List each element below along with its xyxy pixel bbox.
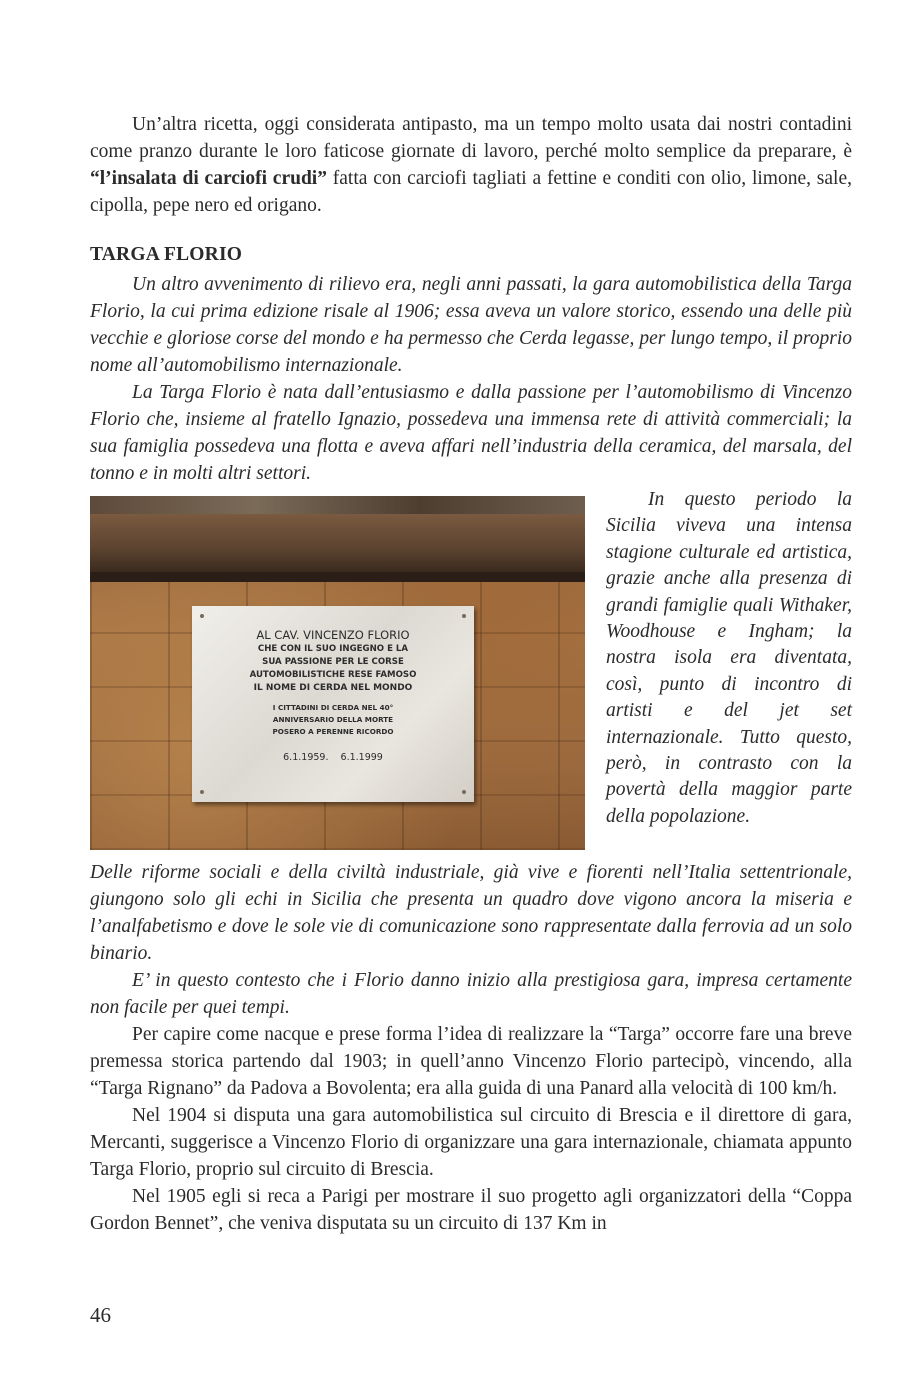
body-paragraph: Nel 1905 egli si reca a Parigi per mostrare il suo progetto agli organizzatori della “Coppa Gordon Bennet”, che veniva disputata su un circuito di 137 Km in: [90, 1186, 852, 1234]
italic-paragraph: Un altro avvenimento di rilievo era, negli anni passati, la gara automobilistica della Targa Florio, la cui prima edizione risale al 1906; essa aveva un valore storico, essendo una delle più vecchie e gloriose corse del mondo e ha permesso che Cerda legasse, per lungo tempo, il proprio nome all’automobilismo internazionale.: [90, 274, 852, 376]
plaque-line: AUTOMOBILISTICHE RESE FAMOSO: [249, 670, 417, 680]
side-column-text: In questo periodo la Sicilia viveva una intensa stagione culturale ed artistica, grazie anche alla presenza di grandi famiglie quali Withaker, Woodhouse e Ingham; la nostra isola era diventata, così, punto di incontro di artisti e del jet set internazionale. Tutto questo, però, in contrasto con la povertà della maggior parte della popolazione.: [606, 489, 852, 827]
photo-ledge-shadow: [90, 572, 585, 582]
plaque-screw: [462, 614, 466, 618]
intro-text-end: fatta con carciofi tagliati a fettine e conditi con olio, limone, sale, cipolla, pepe nero ed origano.: [90, 168, 852, 216]
plaque-photo: [90, 496, 585, 850]
intro-text: Un’altra ricetta, oggi considerata antipasto, ma un tempo molto usata dai nostri contadini come pranzo durante le loro faticose giornate di lavoro, perché molto semplice da preparare, è: [90, 114, 852, 162]
body-paragraph: Nel 1904 si disputa una gara automobilistica sul circuito di Brescia e il direttore di gara, Mercanti, suggerisce a Vincenzo Florio di organizzare una gara internazionale, chiamata appunto Targa Florio, proprio sul circuito di Brescia.: [90, 1105, 852, 1180]
page-number: 46: [90, 1303, 111, 1327]
photo-stone-cornice: [90, 514, 585, 572]
plaque-line: CHE CON IL SUO INGEGNO E LA: [257, 644, 409, 654]
plaque-line: POSERO A PERENNE RICORDO: [272, 727, 394, 736]
italic-paragraph: Delle riforme sociali e della civiltà industriale, già vive e fiorenti nell’Italia settentrionale, giungono solo gli echi in Sicilia che presenta un quadro dove vigono ancora la miseria e l’analfabetismo e dove le sole vie di comunicazione sono rappresentate dalla ferrovia ad un solo binario.: [90, 862, 852, 964]
memorial-plaque: [192, 606, 474, 802]
plaque-line: ANNIVERSARIO DELLA MORTE: [272, 715, 394, 724]
plaque-screw: [462, 790, 466, 794]
plaque-line: IL NOME DI CERDA NEL MONDO: [253, 683, 413, 693]
intro-paragraph: [90, 111, 852, 219]
lower-paragraphs: [90, 859, 852, 1237]
plaque-line: I CITTADINI DI CERDA NEL 40°: [272, 703, 394, 712]
plaque-screw: [200, 790, 204, 794]
photo-top-band: [90, 496, 585, 514]
intro-bold-dish-name: “l’insalata di carciofi crudi”: [90, 168, 327, 189]
plaque-screw: [200, 614, 204, 618]
plaque-line: SUA PASSIONE PER LE CORSE: [262, 657, 404, 667]
plaque-dates: 6.1.1959. 6.1.1999: [283, 752, 383, 763]
body-paragraph: Per capire come nacque e prese forma l’idea di realizzare la “Targa” occorre fare una breve premessa storica partendo dal 1903; in quell’anno Vincenzo Florio partecipò, vincendo, alla “Targa Rignano” da Padova a Bovolenta; era alla guida di una Panard alla velocità di 100 km/h.: [90, 1024, 852, 1099]
intro-paragraph-block: [90, 111, 852, 219]
section-title: TARGA FLORIO: [90, 244, 243, 265]
plaque-line: AL CAV. VINCENZO FLORIO: [256, 628, 410, 642]
italic-paragraph: La Targa Florio è nata dall’entusiasmo e dalla passione per l’automobilismo di Vincenzo Florio che, insieme al fratello Ignazio, possedeva una immensa rete di attività commerciali; la sua famiglia possedeva una flotta e aveva affari nell’industria della ceramica, del marsala, del tonno e in molti altri settori.: [90, 382, 852, 484]
italic-paragraphs-top: [90, 271, 852, 487]
italic-paragraph: E’ in questo contesto che i Florio danno inizio alla prestigiosa gara, impresa certamente non facile per quei tempi.: [90, 970, 852, 1018]
